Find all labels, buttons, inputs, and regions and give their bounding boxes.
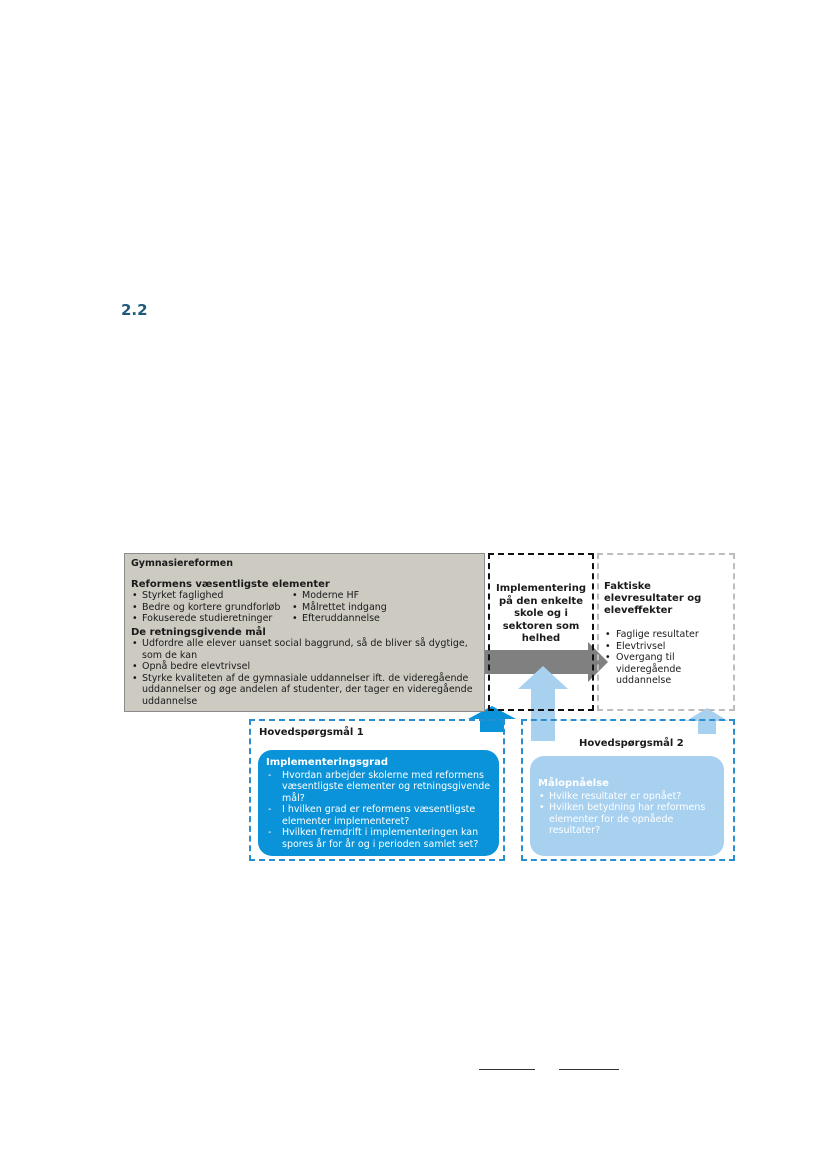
goal-item: • Udfordre alle elever uanset social baggrund, så de bliver så dygtige, som de kan [131,638,478,661]
rq1-label: Hovedspørgsmål 1 [259,727,364,738]
section-number: 2.2 [121,301,148,319]
reform-box [124,553,485,712]
element-item: • Moderne HF [291,590,387,602]
goals-list [131,638,478,707]
goal-item: • Opnå bedre elevtrivsel [131,661,478,673]
effect-item: • Elevtrivsel [604,641,729,653]
footnote-rule-2 [559,1069,619,1070]
goals-heading: De retningsgivende mål [131,626,266,638]
rq1-inner-box [258,750,499,856]
element-item: • Fokuserede studieretninger [131,613,291,625]
elements-list [131,590,478,625]
effects-title: Faktiske elevresultater og eleveffekter [604,581,702,616]
research-question-1-box [249,719,505,861]
implementation-box [488,553,594,711]
effects-list [604,629,729,687]
rq1-questions [266,770,491,851]
footnote-rule-1 [479,1069,535,1070]
research-question-2-box [521,719,735,861]
element-item: • Målrettet indgang [291,602,387,614]
element-item: • Bedre og kortere grundforløb [131,602,291,614]
rq2-inner-box [530,756,724,856]
rq2-question: • Hvilken betydning har reformens elementer for de opnåede resultater? [538,802,716,837]
rq2-box-title: Målopnåelse [538,778,609,789]
goal-item: • Styrke kvaliteten af de gymnasiale uddannelser ift. de videregående uddannelser og øge andelen af studenter, der tager en videregående uddannelse [131,673,478,708]
rq2-questions [538,791,716,837]
rq1-question: - I hvilken grad er reformens væsentligste elementer implementeret? [266,804,491,827]
elements-heading: Reformens væsentligste elementer [131,578,330,590]
effect-item: • Overgang til videregående uddannelse [604,652,729,687]
element-item: • Styrket faglighed [131,590,291,602]
reform-title: Gymnasiereformen [131,558,233,569]
rq1-question: - Hvilken fremdrift i implementeringen kan spores år for år og i perioden samlet set? [266,827,491,850]
effect-item: • Faglige resultater [604,629,729,641]
rq1-box-title: Implementeringsgrad [266,757,388,768]
implementation-text: Implementering på den enkelte skole og i sektoren som helhed [495,583,587,644]
rq2-question: • Hvilke resultater er opnået? [538,791,716,803]
effects-box [597,553,735,711]
element-item: • Efteruddannelse [291,613,387,625]
rq1-question: - Hvordan arbejder skolerne med reformens væsentligste elementer og retningsgivende mål? [266,770,491,805]
rq2-label: Hovedspørgsmål 2 [579,738,684,749]
